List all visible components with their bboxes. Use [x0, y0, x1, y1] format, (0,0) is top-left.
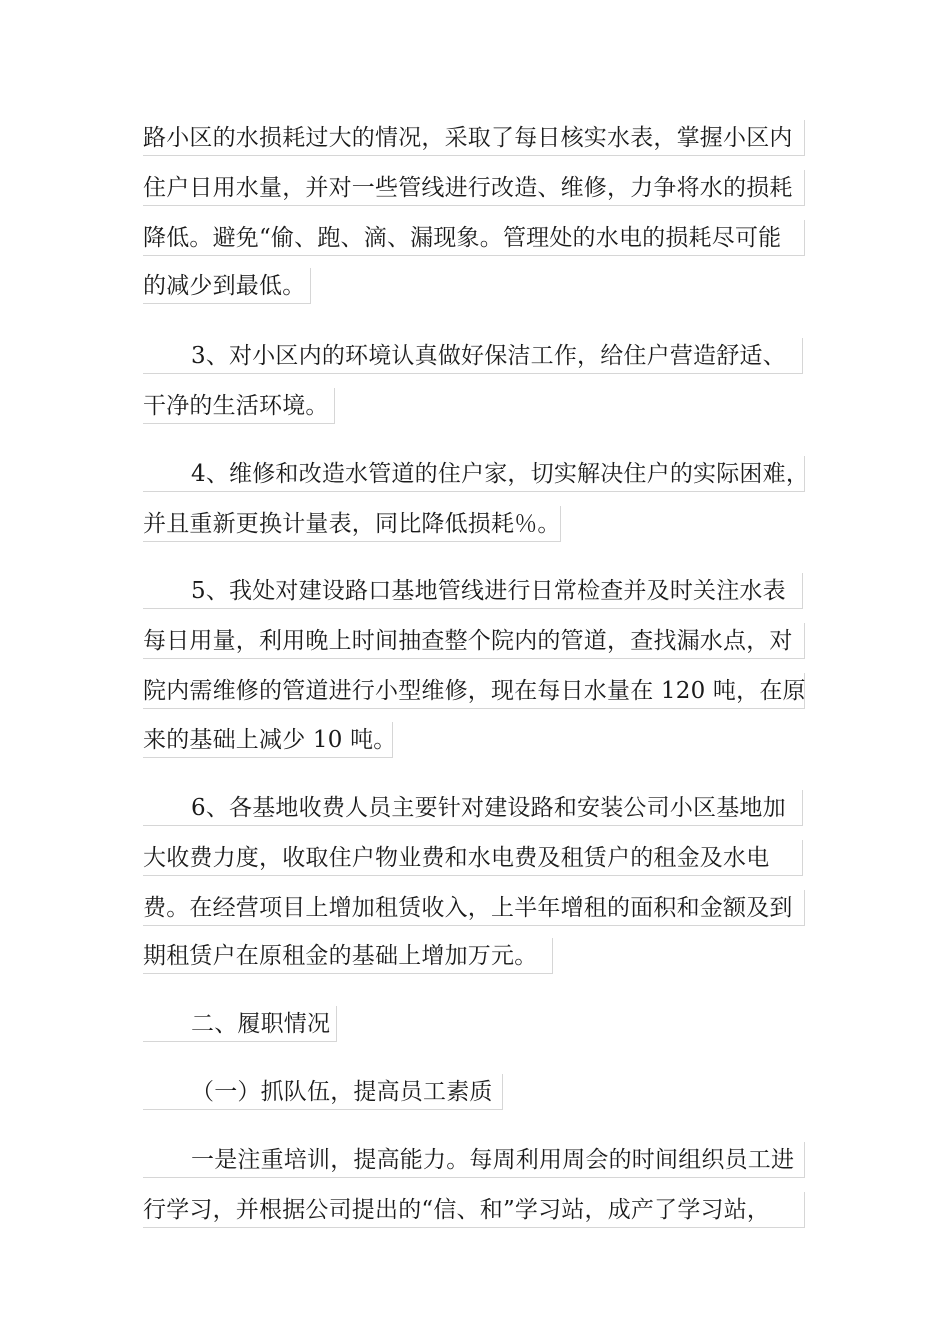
- section-heading: 二、履职情况: [143, 1006, 337, 1042]
- paragraph-line: 3、对小区内的环境认真做好保洁工作，给住户营造舒适、: [143, 338, 803, 374]
- paragraph-line: 路小区的水损耗过大的情况，采取了每日核实水表，掌握小区内: [143, 120, 805, 156]
- paragraph-line: 并且重新更换计量表，同比降低损耗％。: [143, 506, 561, 542]
- paragraph-line: 干净的生活环境。: [143, 388, 335, 424]
- paragraph-line: 一是注重培训，提高能力。每周利用周会的时间组织员工进: [143, 1142, 805, 1178]
- paragraph-line: 大收费力度，收取住户物业费和水电费及租赁户的租金及水电: [143, 840, 803, 876]
- paragraph-line: 4、维修和改造水管道的住户家，切实解决住户的实际困难，: [143, 456, 805, 492]
- subsection-heading: （一）抓队伍，提高员工素质: [143, 1074, 503, 1110]
- paragraph-line: 住户日用水量，并对一些管线进行改造、维修，力争将水的损耗: [143, 170, 805, 206]
- paragraph-line: 期租赁户在原租金的基础上增加万元。: [143, 938, 553, 974]
- paragraph-line: 来的基础上减少 10 吨。: [143, 722, 393, 758]
- paragraph-line: 行学习，并根据公司提出的“信、和”学习站，成产了学习站，: [143, 1192, 805, 1228]
- paragraph-line: 费。在经营项目上增加租赁收入，上半年增租的面积和金额及到: [143, 890, 805, 926]
- paragraph-line: 的减少到最低。: [143, 268, 311, 304]
- paragraph-line: 院内需维修的管道进行小型维修，现在每日水量在 120 吨，在原: [143, 673, 805, 709]
- paragraph-line: 5、我处对建设路口基地管线进行日常检查并及时关注水表: [143, 573, 803, 609]
- paragraph-line: 降低。避免“偷、跑、滴、漏现象。管理处的水电的损耗尽可能: [143, 220, 805, 256]
- paragraph-line: 6、各基地收费人员主要针对建设路和安装公司小区基地加: [143, 790, 803, 826]
- paragraph-line: 每日用量，利用晚上时间抽查整个院内的管道，查找漏水点，对: [143, 623, 805, 659]
